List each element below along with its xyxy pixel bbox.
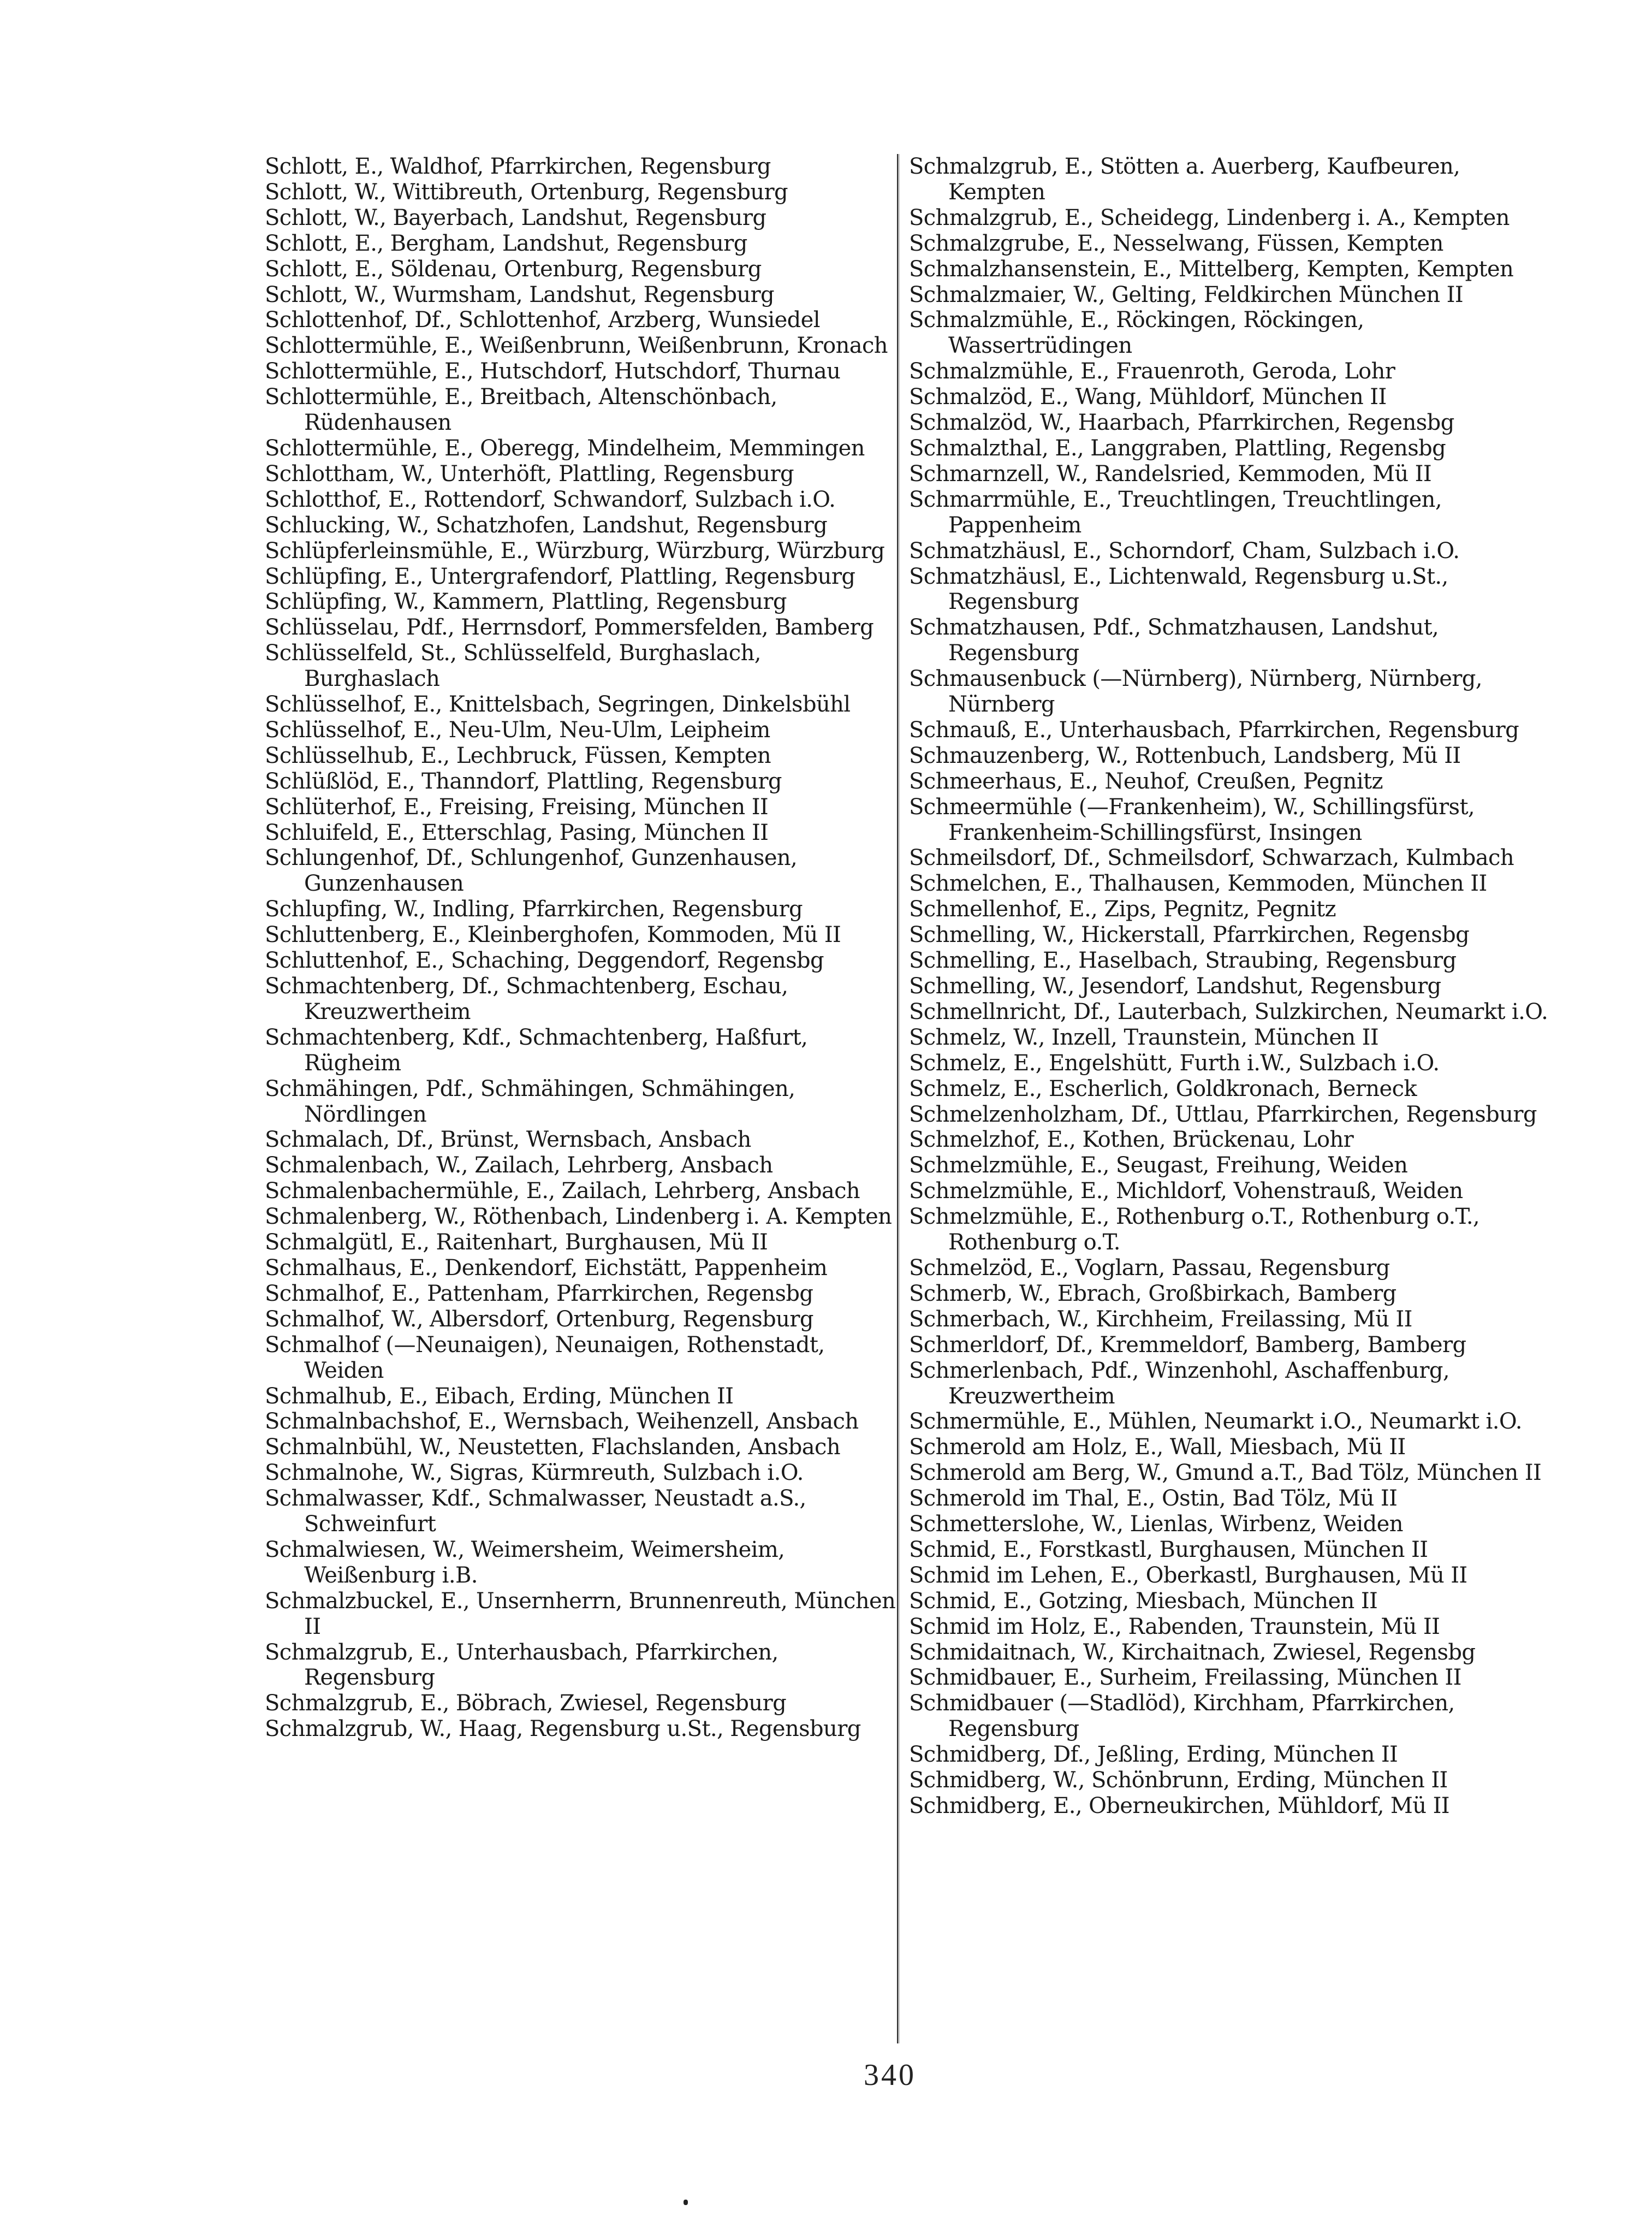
gazetteer-entry: Schmelzmühle, E., Rothenburg o.T., Rothenburg o.T., Rothenburg o.T. — [909, 1204, 1480, 1255]
gazetteer-entry: Schlott, W., Bayerbach, Landshut, Regensburg — [265, 205, 766, 230]
gazetteer-entry: Schmalzhansenstein, E., Mittelberg, Kempten, Kempten — [909, 256, 1514, 282]
gazetteer-entry: Schmalenbach, W., Zailach, Lehrberg, Ansbach — [265, 1153, 773, 1178]
gazetteer-entry: Schmelz, E., Escherlich, Goldkronach, Berneck — [909, 1076, 1417, 1101]
gazetteer-entry: Schmidberg, W., Schönbrunn, Erding, München II — [909, 1768, 1448, 1793]
gazetteer-entry: Schmidbauer, E., Surheim, Freilassing, München II — [909, 1665, 1461, 1691]
gazetteer-entry: Schmelzmühle, E., Michldorf, Vohenstrauß, Weiden — [909, 1178, 1463, 1204]
gazetteer-entry: Schmalhaus, E., Denkendorf, Eichstätt, Pappenheim — [265, 1255, 828, 1281]
gazetteer-entry: Schmellnricht, Df., Lauterbach, Sulzkirchen, Neumarkt i.O. — [909, 999, 1548, 1024]
gazetteer-entry: Schmalzgrub, E., Stötten a. Auerberg, Kaufbeuren, Kempten — [909, 154, 1460, 205]
gazetteer-entry: Schlüsselhof, E., Knittelsbach, Segringen, Dinkelsbühl — [265, 692, 851, 718]
gazetteer-entry: Schmalzgrub, E., Scheidegg, Lindenberg i. A., Kempten — [909, 205, 1510, 230]
gazetteer-entry: Schmelzöd, E., Voglarn, Passau, Regensburg — [909, 1255, 1390, 1281]
gazetteer-entry: Schmalnbachshof, E., Wernsbach, Weihenzell, Ansbach — [265, 1409, 859, 1435]
gazetteer-entry: Schmachtenberg, Kdf., Schmachtenberg, Haßfurt, Rügheim — [265, 1024, 808, 1076]
left-column — [265, 154, 898, 1742]
gazetteer-entry: Schmatzhäusl, E., Lichtenwald, Regensburg u.St., Regensburg — [909, 564, 1448, 615]
gazetteer-entry: Schmalhof, E., Pattenham, Pfarrkirchen, Regensbg — [265, 1281, 813, 1306]
gazetteer-entry: Schmalzöd, W., Haarbach, Pfarrkirchen, Regensbg — [909, 410, 1454, 436]
gazetteer-entry: Schmalzthal, E., Langgraben, Plattling, Regensbg — [909, 435, 1446, 461]
gazetteer-entry: Schmatzhäusl, E., Schorndorf, Cham, Sulzbach i.O. — [909, 538, 1460, 564]
gazetteer-entry: Schluifeld, E., Etterschlag, Pasing, München II — [265, 820, 769, 845]
gazetteer-entry: Schmerldorf, Df., Kremmeldorf, Bamberg, Bamberg — [909, 1332, 1466, 1358]
gazetteer-entry: Schmalhub, E., Eibach, Erding, München II — [265, 1383, 734, 1409]
gazetteer-entry: Schmeerhaus, E., Neuhof, Creußen, Pegnitz — [909, 768, 1383, 794]
gazetteer-entry: Schmellenhof, E., Zips, Pegnitz, Pegnitz — [909, 897, 1336, 922]
gazetteer-entry: Schmarnzell, W., Randelsried, Kemmoden, Mü II — [909, 461, 1432, 487]
gazetteer-entry: Schmauzenberg, W., Rottenbuch, Landsberg, Mü II — [909, 743, 1461, 768]
gazetteer-entry: Schlott, W., Wittibreuth, Ortenburg, Regensburg — [265, 179, 788, 205]
gazetteer-entry: Schmausenbuck (—Nürnberg), Nürnberg, Nürnberg, Nürnberg — [909, 666, 1482, 718]
gazetteer-entry: Schmidaitnach, W., Kirchaitnach, Zwiesel, Regensbg — [909, 1639, 1476, 1665]
gazetteer-entry: Schmelling, E., Haselbach, Straubing, Regensburg — [909, 948, 1457, 974]
gazetteer-entry: Schmidberg, E., Oberneukirchen, Mühldorf, Mü II — [909, 1793, 1449, 1818]
gazetteer-entry: Schmalwasser, Kdf., Schmalwasser, Neustadt a.S., Schweinfurt — [265, 1486, 806, 1537]
page-number: 340 — [864, 2058, 916, 2092]
gazetteer-entry: Schmachtenberg, Df., Schmachtenberg, Eschau, Kreuzwertheim — [265, 974, 788, 1024]
gazetteer-entry: Schmeilsdorf, Df., Schmeilsdorf, Schwarzach, Kulmbach — [909, 845, 1514, 871]
gazetteer-entry: Schlott, W., Wurmsham, Landshut, Regensburg — [265, 282, 775, 307]
right-column — [909, 154, 1550, 1819]
gazetteer-entry: Schlottenhof, Df., Schlottenhof, Arzberg, Wunsiedel — [265, 307, 820, 333]
gazetteer-entry: Schmidberg, Df., Jeßling, Erding, München II — [909, 1742, 1398, 1768]
gazetteer-entry: Schmalzmühle, E., Röckingen, Röckingen, Wassertrüdingen — [909, 307, 1364, 359]
gazetteer-entry: Schmelzenholzham, Df., Uttlau, Pfarrkirchen, Regensburg — [909, 1101, 1537, 1127]
gazetteer-entry: Schmerlenbach, Pdf., Winzenhohl, Aschaffenburg, Kreuzwertheim — [909, 1358, 1449, 1409]
gazetteer-entry: Schmauß, E., Unterhausbach, Pfarrkirchen, Regensburg — [909, 717, 1519, 743]
gazetteer-entry: Schmatzhausen, Pdf., Schmatzhausen, Landshut, Regensburg — [909, 615, 1439, 666]
gazetteer-entry: Schmid, E., Gotzing, Miesbach, München II — [909, 1588, 1378, 1614]
gazetteer-entry: Schmerbach, W., Kirchheim, Freilassing, Mü II — [909, 1306, 1412, 1332]
gazetteer-entry: Schmelzhof, E., Kothen, Brückenau, Lohr — [909, 1127, 1354, 1153]
gazetteer-entry: Schmid, E., Forstkastl, Burghausen, München II — [909, 1537, 1428, 1562]
gazetteer-entry: Schmerb, W., Ebrach, Großbirkach, Bamberg — [909, 1281, 1397, 1306]
gazetteer-entry: Schlüpferleinsmühle, E., Würzburg, Würzburg, Würzburg — [265, 538, 885, 564]
gazetteer-entry: Schluttenberg, E., Kleinberghofen, Kommoden, Mü II — [265, 922, 841, 948]
gazetteer-entry: Schlottermühle, E., Oberegg, Mindelheim, Memmingen — [265, 435, 865, 461]
gazetteer-entry: Schmid im Holz, E., Rabenden, Traunstein, Mü II — [909, 1614, 1440, 1639]
gazetteer-entry: Schmähingen, Pdf., Schmähingen, Schmähingen, Nördlingen — [265, 1076, 795, 1127]
gazetteer-entry: Schmid im Lehen, E., Oberkastl, Burghausen, Mü II — [909, 1562, 1467, 1588]
gazetteer-entry: Schmalenbachermühle, E., Zailach, Lehrberg, Ansbach — [265, 1178, 860, 1204]
gazetteer-entry: Schmalgütl, E., Raitenhart, Burghausen, Mü II — [265, 1230, 768, 1255]
gazetteer-entry: Schlottermühle, E., Hutschdorf, Hutschdorf, Thurnau — [265, 359, 841, 384]
gazetteer-entry: Schmalhof, W., Albersdorf, Ortenburg, Regensburg — [265, 1306, 813, 1332]
gazetteer-entry: Schmelz, E., Engelshütt, Furth i.W., Sulzbach i.O. — [909, 1050, 1440, 1076]
gazetteer-entry: Schlott, E., Söldenau, Ortenburg, Regensburg — [265, 256, 762, 282]
gazetteer-entry: Schmelling, W., Jesendorf, Landshut, Regensburg — [909, 974, 1441, 999]
gazetteer-entry: Schmelzmühle, E., Seugast, Freihung, Weiden — [909, 1153, 1408, 1178]
gazetteer-entry: Schmermühle, E., Mühlen, Neumarkt i.O., Neumarkt i.O. — [909, 1409, 1522, 1435]
gazetteer-entry: Schmerold am Holz, E., Wall, Miesbach, Mü II — [909, 1435, 1406, 1460]
gazetteer-entry: Schmalzbuckel, E., Unsernherrn, Brunnenreuth, München II — [265, 1588, 896, 1639]
gazetteer-entry: Schmelling, W., Hickerstall, Pfarrkirchen, Regensbg — [909, 922, 1470, 948]
gazetteer-entry: Schmalzgrub, E., Unterhausbach, Pfarrkirchen, Regensburg — [265, 1639, 779, 1691]
gazetteer-entry: Schlüsselhof, E., Neu-Ulm, Neu-Ulm, Leipheim — [265, 717, 770, 743]
gazetteer-entry: Schluttenhof, E., Schaching, Deggendorf, Regensbg — [265, 948, 824, 974]
gazetteer-entry: Schmalnohe, W., Sigras, Kürmreuth, Sulzbach i.O. — [265, 1460, 804, 1486]
gazetteer-entry: Schmidbauer (—Stadlöd), Kirchham, Pfarrkirchen, Regensburg — [909, 1691, 1455, 1742]
gazetteer-entry: Schmalhof (—Neunaigen), Neunaigen, Rothenstadt, Weiden — [265, 1332, 825, 1383]
gazetteer-entry: Schlüsselfeld, St., Schlüsselfeld, Burghaslach, Burghaslach — [265, 641, 761, 692]
gazetteer-entry: Schlotthof, E., Rottendorf, Schwandorf, Sulzbach i.O. — [265, 487, 836, 512]
gazetteer-entry: Schlucking, W., Schatzhofen, Landshut, Regensburg — [265, 512, 828, 538]
gazetteer-entry: Schmalzgrub, E., Böbrach, Zwiesel, Regensburg — [265, 1691, 787, 1716]
gazetteer-entry: Schmalzöd, E., Wang, Mühldorf, München II — [909, 384, 1387, 410]
gazetteer-entry: Schmerold im Thal, E., Ostin, Bad Tölz, Mü II — [909, 1486, 1398, 1512]
gazetteer-entry: Schmalzgrub, W., Haag, Regensburg u.St., Regensburg — [265, 1716, 861, 1742]
gazetteer-entry: Schmalenberg, W., Röthenbach, Lindenberg i. A. Kempten — [265, 1204, 892, 1230]
gazetteer-entry: Schlottermühle, E., Breitbach, Altenschönbach, Rüdenhausen — [265, 384, 777, 436]
gazetteer-entry: Schmelchen, E., Thalhausen, Kemmoden, München II — [909, 871, 1487, 897]
gazetteer-entry: Schlüpfing, E., Untergrafendorf, Plattling, Regensburg — [265, 564, 855, 589]
gazetteer-entry: Schlottham, W., Unterhöft, Plattling, Regensburg — [265, 461, 794, 487]
gazetteer-entry: Schmalnbühl, W., Neustetten, Flachslanden, Ansbach — [265, 1435, 840, 1460]
gazetteer-entry: Schlottermühle, E., Weißenbrunn, Weißenbrunn, Kronach — [265, 333, 888, 359]
gazetteer-entry: Schmarrmühle, E., Treuchtlingen, Treuchtlingen, Pappenheim — [909, 487, 1442, 538]
column-divider — [897, 154, 899, 2043]
gazetteer-entry: Schmeermühle (—Frankenheim), W., Schillingsfürst, Frankenheim-Schillingsfürst, Insingen — [909, 794, 1475, 845]
gazetteer-entry: Schlüsselau, Pdf., Herrnsdorf, Pommersfelden, Bamberg — [265, 615, 874, 641]
gazetteer-entry: Schmalwiesen, W., Weimersheim, Weimersheim, Weißenburg i.B. — [265, 1537, 785, 1588]
gazetteer-entry: Schlüpfing, W., Kammern, Plattling, Regensburg — [265, 589, 787, 615]
print-speck — [684, 2200, 688, 2205]
gazetteer-entry: Schlüßlöd, E., Thanndorf, Plattling, Regensburg — [265, 768, 782, 794]
gazetteer-entry: Schmalzgrube, E., Nesselwang, Füssen, Kempten — [909, 230, 1443, 256]
gazetteer-entry: Schlott, E., Bergham, Landshut, Regensburg — [265, 230, 747, 256]
gazetteer-entry: Schmalach, Df., Brünst, Wernsbach, Ansbach — [265, 1127, 751, 1153]
gazetteer-entry: Schmalzmaier, W., Gelting, Feldkirchen München II — [909, 282, 1464, 307]
gazetteer-entry: Schlungenhof, Df., Schlungenhof, Gunzenhausen, Gunzenhausen — [265, 845, 798, 897]
gazetteer-entry: Schmetterslohe, W., Lienlas, Wirbenz, Weiden — [909, 1512, 1403, 1537]
gazetteer-entry: Schlüsselhub, E., Lechbruck, Füssen, Kempten — [265, 743, 771, 768]
gazetteer-entry: Schlüterhof, E., Freising, Freising, München II — [265, 794, 769, 820]
gazetteer-entry: Schmalzmühle, E., Frauenroth, Geroda, Lohr — [909, 359, 1395, 384]
gazetteer-entry: Schlott, E., Waldhof, Pfarrkirchen, Regensburg — [265, 154, 771, 179]
gazetteer-entry: Schmelz, W., Inzell, Traunstein, München II — [909, 1024, 1379, 1050]
gazetteer-entry: Schmerold am Berg, W., Gmund a.T., Bad Tölz, München II — [909, 1460, 1542, 1486]
gazetteer-entry: Schlupfing, W., Indling, Pfarrkirchen, Regensburg — [265, 897, 803, 922]
